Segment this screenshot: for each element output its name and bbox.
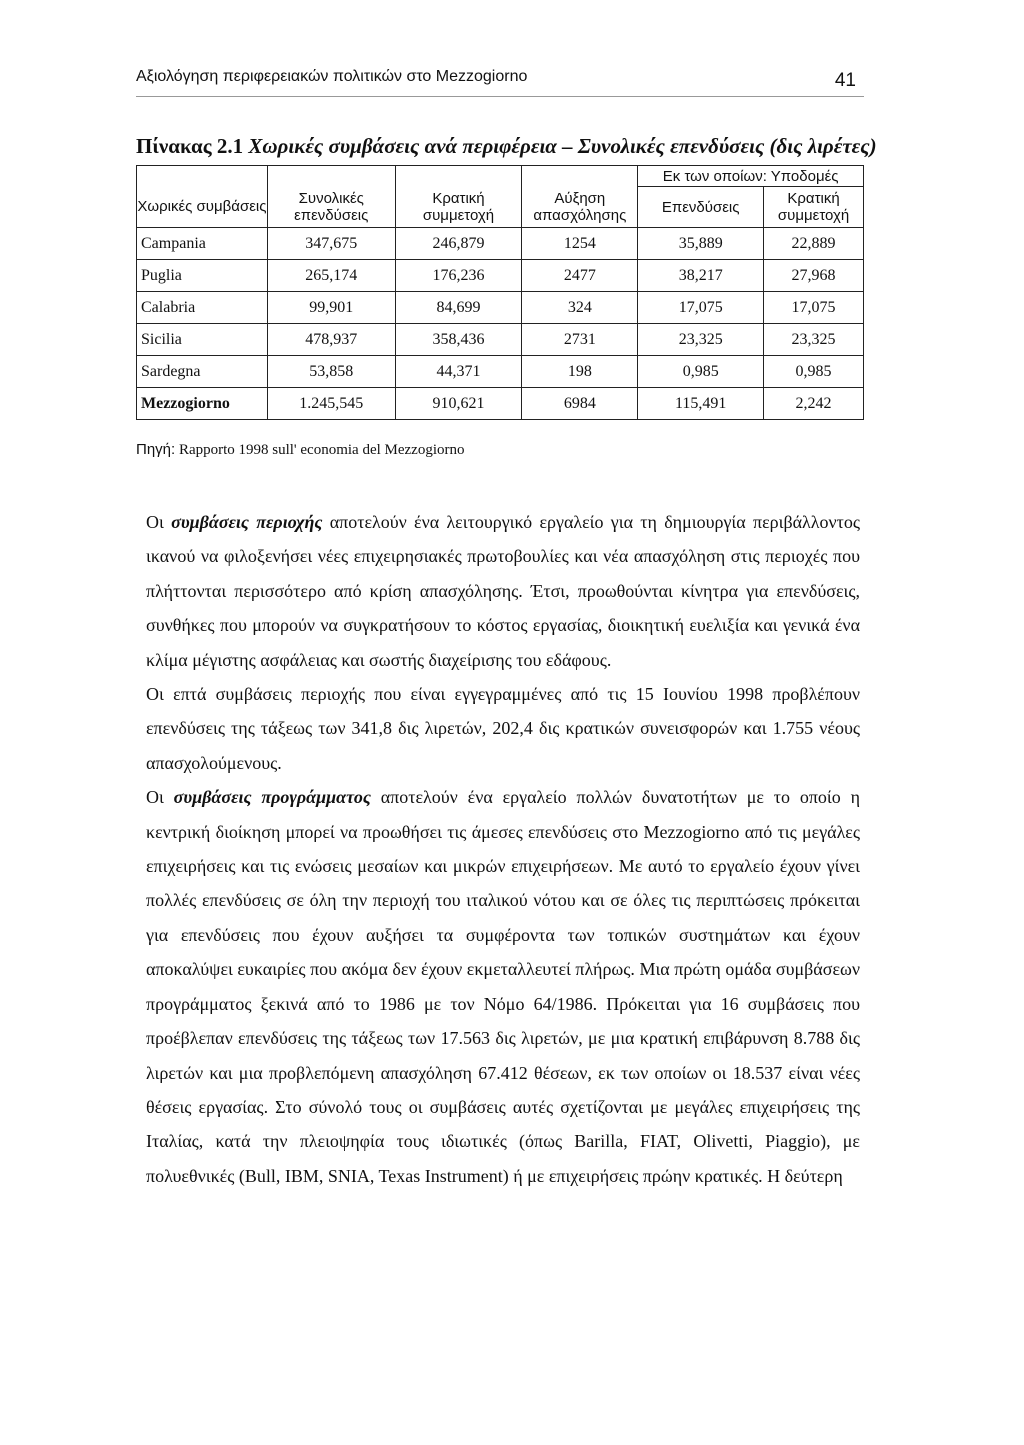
page-header [136,64,864,97]
paragraph-lead: Οι [146,512,172,532]
investment-table [136,165,864,420]
table-group-header-row [137,166,864,187]
term-area-contracts: συμβάσεις περιοχής [171,512,323,532]
region-cell: Calabria [137,292,268,324]
value-cell: 176,236 [395,260,522,292]
col-header-state-share: Κρατική συμμετοχή [395,187,522,228]
paragraph-text: αποτελούν ένα λειτουργικό εργαλείο για τη δημιουργία περιβάλλοντος ικανού να φιλοξενήσει νέες επιχειρησιακές πρωτοβουλίες και νέα απασχόληση στις περιοχές που πλήττονται περισσότερο από κρίση απασχόλησης. Έτσι, προωθούνται κίνητρα για επενδύσεις, συνθήκες που μπορούν να συγκρατήσουν το κόστος εργασίας, διοικητική ευελιξία και γενικά ένα κλίμα μέγιστης ασφάλειας και σωστής διαχείρισης του εδάφους. [146,512,860,670]
col-header-infra-state-share: Κρατική συμμετοχή [764,187,864,228]
value-cell: 27,968 [764,260,864,292]
value-cell: 22,889 [764,228,864,260]
value-cell: 347,675 [267,228,395,260]
body-text [146,505,860,1193]
page-number: 41 [834,70,856,91]
value-cell: 53,858 [267,356,395,388]
value-cell: 358,436 [395,324,522,356]
value-cell: 6984 [522,388,638,420]
paragraph-text: αποτελούν ένα εργαλείο πολλών δυνατοτήτων με το οποίο η κεντρική διοίκηση μπορεί να προωθήσει τις άμεσες επενδύσεις στο Mezzogiorno από τις μεγάλες επιχειρήσεις και τις ενώσεις μεσαίων και μικρών επιχειρήσεων. Με αυτό το εργαλείο έχουν γίνει πολλές επενδύσεις σε όλη την περιοχή του ιταλικού νότου και σε όλες τις περιπτώσεις πρόκειται για επενδύσεις που έχουν αυξήσει τα συμφέροντα των τοπικών συστημάτων και έχουν αποκαλύψει ευκαιρίες που ακόμα δεν έχουν εκμεταλλευτεί πλήρως. Μια πρώτη ομάδα συμβάσεων προγράμματος ξεκινά από το 1986 με τον Νόμο 64/1986. Πρόκειται για 16 συμβάσεις που προέβλεπαν επενδύσεις της τάξεως των 17.563 δις λιρετών, με μια κρατική επιβάρυνση 8.788 δις λιρετών και μια προβλεπόμενη απασχόληση 67.412 θέσεων, εκ των οποίων οι 18.537 είναι νέες θέσεις εργασίας. Στο σύνολό τους οι συμβάσεις αυτές σχετίζονται με μεγάλες επιχειρήσεις της Ιταλίας, κατά την πλειοψηφία τους ιδιωτικές (όπως Barilla, FIAT, Olivetti, Piaggio), με πολυεθνικές (Bull, IBM, SNIA, Texas Instrument) ή με επιχειρήσεις πρώην κρατικές. Η δεύτερη [146,787,861,1186]
value-cell: 23,325 [764,324,864,356]
region-cell: Sicilia [137,324,268,356]
table-row [137,260,864,292]
value-cell: 2477 [522,260,638,292]
value-cell: 115,491 [638,388,764,420]
region-cell: Sardegna [137,356,268,388]
value-cell: 17,075 [638,292,764,324]
value-cell: 265,174 [267,260,395,292]
value-cell: 2,242 [764,388,864,420]
table-row [137,324,864,356]
value-cell: 478,937 [267,324,395,356]
value-cell: 38,217 [638,260,764,292]
paragraph-lead: Οι [146,787,174,808]
col-header-total-investment: Συνολικές επενδύσεις [267,187,395,228]
col-header-employment: Αύξηση απασχόλησης [522,187,638,228]
col-header-infra-investment: Επενδύσεις [638,187,764,228]
value-cell: 2731 [522,324,638,356]
source-label: Πηγή: [136,441,176,458]
table-caption [136,134,877,159]
value-cell: 84,699 [395,292,522,324]
table-row [137,388,864,420]
value-cell: 23,325 [638,324,764,356]
value-cell: 1.245,545 [267,388,395,420]
table-body [137,228,864,420]
paragraph [146,505,860,677]
table-caption-text: Χωρικές συμβάσεις ανά περιφέρεια – Συνολικές επενδύσεις (δις λιρέτες) [248,134,877,158]
paragraph [146,780,860,1193]
table-row [137,292,864,324]
table-source [136,441,465,459]
group-header-infrastructure: Εκ των οποίων: Υποδομές [638,166,864,187]
table-row [137,356,864,388]
value-cell: 44,371 [395,356,522,388]
value-cell: 99,901 [267,292,395,324]
table-row [137,228,864,260]
value-cell: 198 [522,356,638,388]
value-cell: 0,985 [764,356,864,388]
region-cell: Mezzogiorno [137,388,268,420]
paragraph: Οι επτά συμβάσεις περιοχής που είναι εγγεγραμμένες από τις 15 Ιουνίου 1998 προβλέπουν επενδύσεις της τάξεως των 341,8 δις λιρετών, 202,4 δις κρατικών συνεισφορών και 1.755 νέους απασχολούμενους. [146,684,860,773]
value-cell: 17,075 [764,292,864,324]
col-header-contracts: Χωρικές συμβάσεις [137,187,268,228]
value-cell: 910,621 [395,388,522,420]
value-cell: 1254 [522,228,638,260]
table-caption-label: Πίνακας 2.1 [136,134,249,158]
region-cell: Puglia [137,260,268,292]
value-cell: 0,985 [638,356,764,388]
running-title: Αξιολόγηση περιφερειακών πολιτικών στο Mezzogiorno [136,68,528,85]
table-header-row [137,187,864,228]
value-cell: 35,889 [638,228,764,260]
value-cell: 324 [522,292,638,324]
value-cell: 246,879 [395,228,522,260]
term-program-contracts: συμβάσεις προγράμματος [173,787,371,808]
source-text: Rapporto 1998 sull' economia del Mezzogiorno [175,442,465,458]
region-cell: Campania [137,228,268,260]
